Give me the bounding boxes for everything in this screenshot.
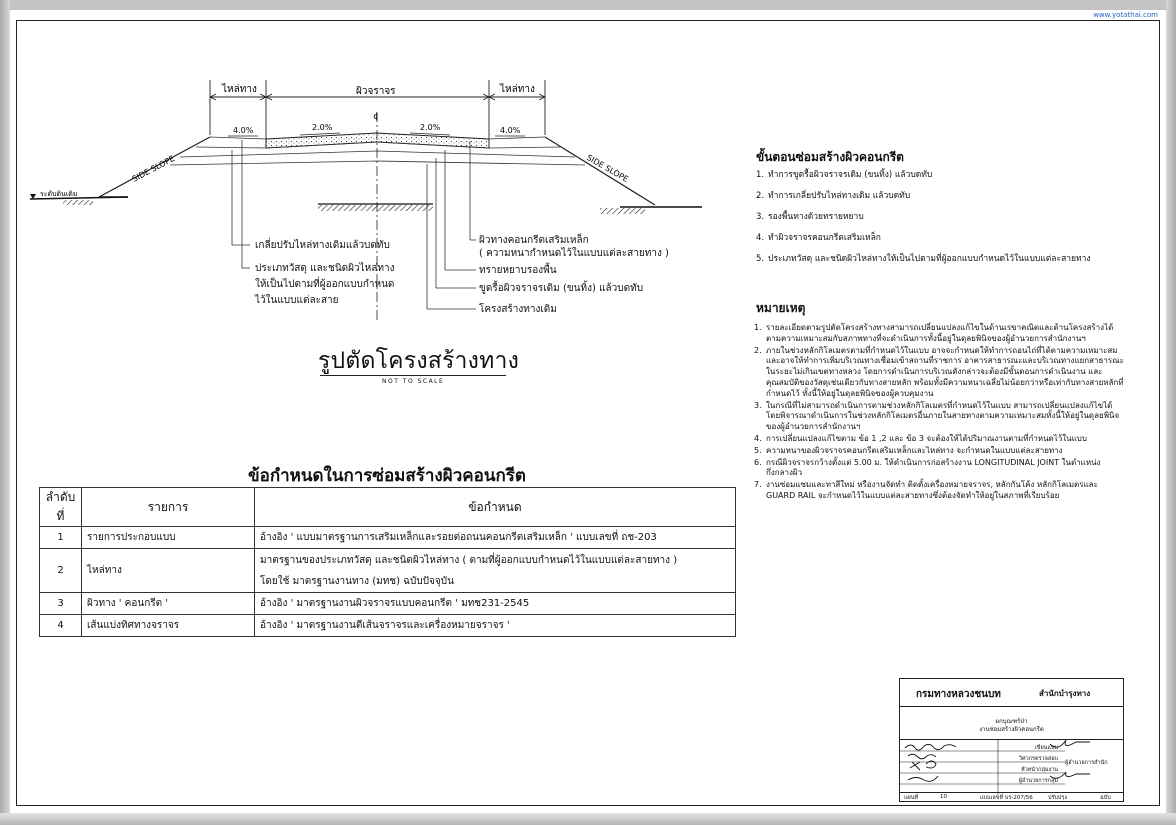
section-subtitle: NOT TO SCALE [382,378,445,385]
note-number: 2. [754,345,762,355]
scan-edge-right [1166,0,1176,825]
section-title: รูปตัดโครงสร้างทาง [318,348,519,374]
drawing-number: แบบเลขที่ บร-207/56 [980,795,1033,801]
project-line-2: งานซ่อมสร้างผิวคอนกรีต [979,726,1044,733]
step-number: 2. [756,191,765,201]
step-item [756,210,1096,225]
slope-right-lane: 2.0% [420,123,441,132]
note-item [754,480,1124,502]
header-spec: ข้อกำหนด [255,488,736,527]
note-number: 3. [754,400,762,410]
side-slope-left: SIDE SLOPE [130,153,177,184]
sheets-label: ฉบับ [1100,795,1111,801]
note-text: ในกรณีที่ไม่สามารถดำเนินการตามช่วงหลักกิโลเมตรที่กำหนดไว้ในแบบ สามารถเปลี่ยนแปลงแก้ไขได้ โดยพิจารณาดำเนินการในช่วงหลักกิโลเมตรอื่นภายในสายทางตามความเหมาะสมทั้งนี้ให้อยู่ในดุลยพินิจของผู้อำนวยการสำนักงานฯ [766,400,1120,432]
cell-spec-line1: มาตรฐานของประเภทวัสดุ และชนิดผิวไหล่ทาง ( ตามที่ผู้ออกแบบกำหนดไว้ในแบบแต่ละสายทาง ) [260,554,678,566]
spec-table-title: ข้อกำหนดในการซ่อมสร้างผิวคอนกรีต [248,466,526,486]
cell-spec [255,549,736,593]
annotation-shoulder-regrade: เกลี่ยปรับไหล่ทางเดิมแล้วบดทับ [255,240,390,251]
cell-item: ผิวทาง ' คอนกรีต ' [82,593,255,615]
notes-list [754,323,1124,503]
annotation-sand-base: ทรายหยาบรองพื้น [479,265,557,276]
title-block-rule [900,792,1123,793]
note-item [754,446,1124,457]
side-slope-right: SIDE SLOPE [585,152,630,185]
step-number: 1. [756,170,765,180]
steps-list [756,168,1096,273]
cell-no: 4 [40,615,82,637]
note-number: 1. [754,323,762,332]
step-item [756,252,1096,267]
annotation-shoulder-material-1: ประเภทวัสดุ และชนิดผิวไหล่ทาง [255,263,395,274]
annotation-shoulder-material-3: ไว้ในแบบแต่ละสาย [255,295,339,306]
cell-spec: อ้างอิง ' แบบมาตรฐานการเสริมเหล็กและรอยต่อถนนคอนกรีตเสริมเหล็ก ' แบบเลขที่ ถช-203 [255,527,736,549]
table-row [40,615,736,637]
role-group-director: ผู้อำนวยการกลุ่ม [1018,778,1058,784]
ground-level-label: ระดับดินเดิม [40,190,78,198]
role-drafter: เขียนแบบ [1034,745,1058,751]
note-text: ภายในช่วงหลักกิโลเมตรตามที่กำหนดไว้ในแบบ อาจจะกำหนดให้ทำการถอนไถ่ที่ได้ตามความเหมาะสม และอาจให้ทำการเพิ่มบริเวณทางเชื่อมเข้าสถานที่ราชการ อาคารสาธารณะและบริเวณทางแยกสาธารณะ ในระยะไม่เกินเขตทางหลวง โดยการดำเนินการบริเวณดังกล่าวจะต้องมีขั้นตอนการดำเนินงาน และคุณสมบัติของวัสดุเช่นเดียวกับทางสายหลัก พร้อมทั้งมีความหนาเฉลี่ยไม่น้อยกว่าหรือเท่ากับทางสายหลักที่กำหนดไว้ ทั้งนี้ให้อยู่ในดุลยพินิจของผู้ควบคุมงาน [766,345,1124,398]
note-number: 5. [754,445,762,455]
note-number: 7. [754,480,762,490]
section-title-underline [320,375,506,376]
step-item [756,231,1096,246]
spec-table-header [40,488,736,527]
notes-title: หมายเหตุ [756,301,806,315]
label-shoulder-left: ไหล่ทาง [222,84,257,95]
cell-spec-line2: โดยใช้ มาตรฐานงานทาง (มทช) ฉบับปัจจุบัน [260,575,454,587]
office-name: สำนักบำรุงทาง [1039,689,1091,698]
role-group-head: หัวหน้ากลุ่มงาน [1020,767,1058,773]
signature-scribbles [905,740,1090,781]
steps-title: ขั้นตอนซ่อมสร้างผิวคอนกรีต [756,150,904,164]
step-text: ทำการขูดรื้อผิวจราจรเดิม (ขนทิ้ง) แล้วบดทับ [768,170,933,180]
note-text: งานซ่อมแซมและทาสีใหม่ หรืองานจัดทำ ติดตั้งเครื่องหมายจราจร, หลักกันโค้ง หลักกิโลเมตรและ GUARD RAIL จะกำหนดไว้ในแบบแต่ละสายทางซึ่งต้องจัดทำให้อยู่ในสภาพที่เรียบร้อย [766,480,1098,500]
watermark: www.yotathai.com [1093,11,1158,19]
slope-right-shoulder: 4.0% [500,126,521,135]
note-number: 6. [754,457,762,467]
slope-left-shoulder: 4.0% [233,126,254,135]
centerline-symbol: ¢ [373,112,379,122]
step-number: 4. [756,233,765,243]
cell-no: 2 [40,549,82,593]
cell-item: รายการประกอบแบบ [82,527,255,549]
revision-label: ปรับปรุง [1048,795,1068,801]
note-item [754,401,1124,433]
step-text: ทำการเกลี่ยปรับไหล่ทางเดิม แล้วบดทับ [768,191,911,201]
agency-name: กรมทางหลวงชนบท [916,689,1001,700]
role-engineer: วิศวกรตรวจสอบ [1019,756,1058,762]
cell-no: 3 [40,593,82,615]
note-text: ความหนาของผิวจราจรคอนกรีตเสริมเหล็กและไหล่ทาง จะกำหนดในแบบแต่ละสายทาง [766,445,1063,455]
note-item [754,434,1124,445]
note-text: กรณีผิวจราจรกว้างตั้งแต่ 5.00 ม. ให้ดำเนินการก่อสร้างงาน LONGITUDINAL JOINT ในตำแหน่งกึ่งกลางผิว [766,457,1101,478]
cell-item: ไหล่ทาง [82,549,255,593]
cell-spec: อ้างอิง ' มาตรฐานงานตีเส้นจราจรและเครื่องหมายจราจร ' [255,615,736,637]
sheet-number: 10 [940,794,947,800]
annotation-shoulder-material-2: ให้เป็นไปตามที่ผู้ออกแบบกำหนด [255,279,395,290]
ground-hatch-right [600,208,645,214]
step-item [756,168,1096,183]
table-row [40,593,736,615]
annotation-concrete: ผิวทางคอนกรีตเสริมเหล็ก [479,235,589,246]
ground-hatch-center [318,205,433,211]
ground-hatch-left [63,200,93,205]
note-number: 4. [754,433,762,443]
step-text: ประเภทวัสดุ และชนิดผิวไหล่ทางให้เป็นไปตามที่ผู้ออกแบบกำหนดไว้ในแบบแต่ละสายทาง [768,254,1091,264]
note-text: การเปลี่ยนแปลงแก้ไขตาม ข้อ 1 ,2 และ ข้อ 3 จะต้องให้ได้ปริมาณงานตามที่กำหนดไว้ในแบบ [766,433,1087,443]
project-line-1: ผกบุณฑร์ป่า [995,718,1028,725]
title-block [899,678,1124,802]
label-shoulder-right: ไหล่ทาง [500,84,535,95]
step-number: 5. [756,254,765,264]
annotation-scrape-old: ขูดรื้อผิวจราจรเดิม (ขนทิ้ง) แล้วบดทับ [479,283,644,294]
step-number: 3. [756,212,765,222]
scan-edge-left [0,0,10,825]
table-row [40,527,736,549]
table-row [40,549,736,593]
slope-left-lane: 2.0% [312,123,333,132]
sheet-label: แผ่นที่ [904,795,919,801]
note-text: รายละเอียดตามรูปตัดโครงสร้างทางสามารถเปลี่ยนแปลงแก้ไขในด้านเรขาคณิตและด้านโครงสร้างได้ตามความเหมาะสมกับสภาพทางที่จะดำเนินการทั้งนี้อยู่ในดุลยพินิจของผู้อำนวยการสำนักงานฯ [766,323,1114,343]
step-text: ทำผิวจราจรคอนกรีตเสริมเหล็ก [768,233,881,243]
cell-no: 1 [40,527,82,549]
header-no: ลำดับที่ [40,488,82,527]
note-item [754,458,1124,480]
title-block-header [900,679,1123,707]
header-item: รายการ [82,488,255,527]
cell-spec: อ้างอิง ' มาตรฐานงานผิวจราจรแบบคอนกรีต ' มทช231-2545 [255,593,736,615]
concrete-slab [266,133,489,148]
annotation-concrete-thickness: ( ความหนากำหนดไว้ในแบบแต่ละสายทาง ) [479,248,669,259]
spec-table [39,487,736,637]
annotation-old-structure: โครงสร้างทางเดิม [479,304,557,315]
director-label: ผู้อำนวยการสำนัก [1065,760,1108,766]
cell-item: เส้นแบ่งทิศทางจราจร [82,615,255,637]
note-item [754,323,1124,345]
note-item [754,346,1124,400]
step-item [756,189,1096,204]
scan-edge-bottom [0,813,1176,825]
label-carriageway: ผิวจราจร [356,86,396,97]
step-text: รองพื้นทางด้วยทรายหยาบ [768,212,864,222]
